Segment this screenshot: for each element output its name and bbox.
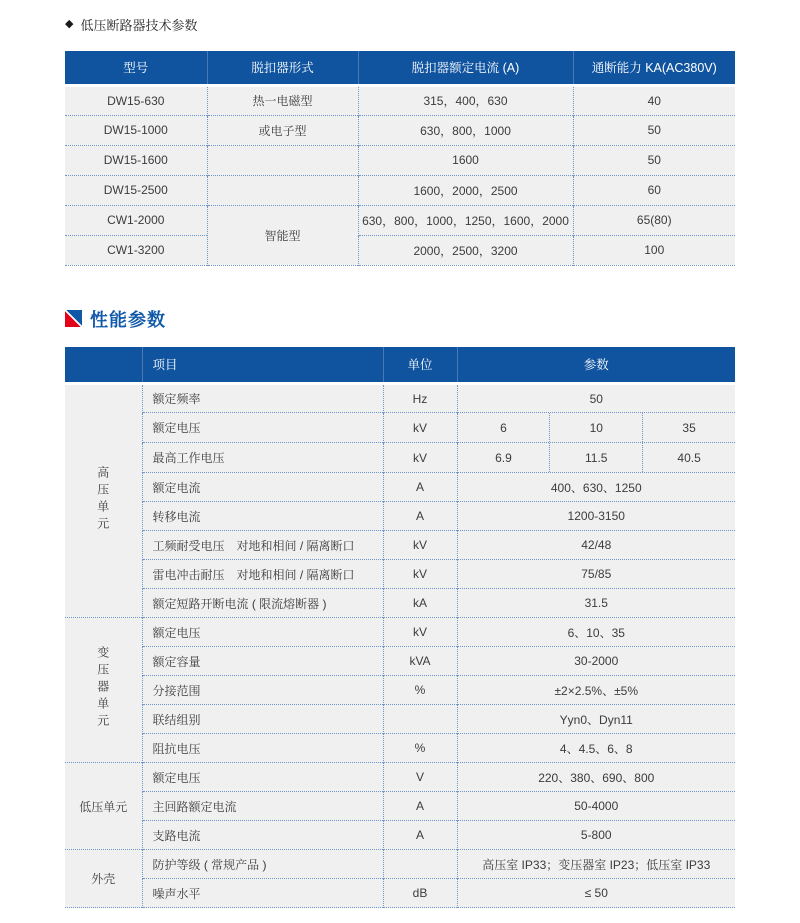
table-row: [65, 145, 735, 175]
item-cell: 额定电压: [142, 763, 383, 792]
table-cell: [207, 175, 358, 205]
unit-cell: V: [383, 763, 457, 792]
group-cell: [65, 384, 142, 618]
param-cell: [457, 443, 735, 473]
item-cell: 工频耐受电压 对地和相间 / 隔离断口: [142, 531, 383, 560]
table-cell: 50: [573, 145, 735, 175]
table-row: [65, 413, 735, 443]
diamond-bullet-icon: ◆: [65, 18, 74, 30]
param-cell: 31.5: [457, 589, 735, 618]
param-cell: 50-4000: [457, 792, 735, 821]
unit-cell: kV: [383, 560, 457, 589]
unit-cell: dB: [383, 879, 457, 908]
table-cell: 50: [573, 115, 735, 145]
item-cell: 最高工作电压: [142, 443, 383, 473]
section1-title: 低压断路器技术参数: [80, 18, 198, 33]
table-cell: CW1-2000: [65, 205, 207, 235]
table-cell: 630，800，1000: [358, 115, 573, 145]
item-cell: 额定频率: [142, 384, 383, 413]
item-cell: 支路电流: [142, 821, 383, 850]
param-cell: 220、380、690、800: [457, 763, 735, 792]
param-column-header: 参数: [457, 347, 735, 384]
table-cell: DW15-1600: [65, 145, 207, 175]
table-row: [65, 618, 735, 647]
table-cell: CW1-3200: [65, 235, 207, 265]
unit-cell: kA: [383, 589, 457, 618]
table-row: [65, 443, 735, 473]
table-cell: 315，400，630: [358, 85, 573, 115]
param-cell: 400、630、1250: [457, 473, 735, 502]
group-cell: [65, 618, 142, 763]
table-row: [65, 850, 735, 879]
param-cell: ≤ 50: [457, 879, 735, 908]
param-sub-cell: 6.9: [495, 450, 512, 465]
item-cell: 额定容量: [142, 647, 383, 676]
param-cell: 50: [457, 384, 735, 413]
table-cell: 热一电磁型: [207, 85, 358, 115]
unit-cell: kV: [383, 618, 457, 647]
param-sub-cell: 6: [500, 420, 507, 435]
item-cell: 防护等级 ( 常规产品 ): [142, 850, 383, 879]
unit-cell: kVA: [383, 647, 457, 676]
table-row: [65, 821, 735, 850]
group-label: 外壳: [91, 872, 116, 886]
column-header: 通断能力 KA(AC380V): [573, 51, 735, 85]
group-cell: [65, 850, 142, 908]
param-sub-cell: 10: [549, 413, 642, 442]
param-cell: ±2×2.5%、±5%: [457, 676, 735, 705]
unit-cell: A: [383, 502, 457, 531]
param-split-row: [458, 443, 736, 472]
group-label: 变压器单元: [95, 646, 110, 731]
table-row: [65, 792, 735, 821]
section-marker-icon: [65, 310, 82, 327]
item-cell: 分接范围: [142, 676, 383, 705]
param-cell: 4、4.5、6、8: [457, 734, 735, 763]
column-header: 脱扣器额定电流 (A): [358, 51, 573, 85]
page-content: [65, 0, 735, 908]
unit-cell: kV: [383, 413, 457, 443]
table-cell: 智能型: [207, 205, 358, 265]
item-cell: 转移电流: [142, 502, 383, 531]
table-cell: [207, 145, 358, 175]
table-row: [65, 560, 735, 589]
item-cell: 额定电压: [142, 618, 383, 647]
table-cell: 1600，2000，2500: [358, 175, 573, 205]
table-row: [65, 647, 735, 676]
table-cell: 630，800，1000，1250，1600，2000: [358, 205, 573, 235]
corner-header-cell: [65, 347, 142, 384]
item-cell: 额定电流: [142, 473, 383, 502]
item-column-header: 项目: [142, 347, 383, 384]
item-cell: 噪声水平: [142, 879, 383, 908]
table-row: [65, 205, 735, 235]
table-row: [65, 705, 735, 734]
table-row: [65, 115, 735, 145]
unit-cell: kV: [383, 443, 457, 473]
table-cell: 100: [573, 235, 735, 265]
column-header: 型号: [65, 51, 207, 85]
table-row: [65, 676, 735, 705]
performance-params-table: [65, 347, 735, 909]
item-cell: 额定电压: [142, 413, 383, 443]
param-cell: 30-2000: [457, 647, 735, 676]
param-cell: [457, 413, 735, 443]
item-cell: 主回路额定电流: [142, 792, 383, 821]
param-cell: 42/48: [457, 531, 735, 560]
table-row: [65, 589, 735, 618]
unit-column-header: 单位: [383, 347, 457, 384]
table-cell: DW15-2500: [65, 175, 207, 205]
table-cell: 60: [573, 175, 735, 205]
breaker-table-body: [65, 85, 735, 265]
section2-title: 性能参数: [90, 309, 166, 330]
table-row: [65, 879, 735, 908]
param-cell: 6、10、35: [457, 618, 735, 647]
unit-cell: A: [383, 821, 457, 850]
section1-heading: [65, 0, 735, 34]
table-row: [65, 235, 735, 265]
unit-cell: [383, 705, 457, 734]
breaker-table-head-row: [65, 51, 735, 85]
table-cell: 或电子型: [207, 115, 358, 145]
param-sub-cell: 35: [642, 413, 735, 442]
table-cell: 40: [573, 85, 735, 115]
item-cell: 额定短路开断电流 ( 限流熔断器 ): [142, 589, 383, 618]
group-label: 高压单元: [95, 465, 110, 534]
param-cell: 75/85: [457, 560, 735, 589]
item-cell: 雷电冲击耐压 对地和相间 / 隔离断口: [142, 560, 383, 589]
item-cell: 联结组别: [142, 705, 383, 734]
table-row: [65, 175, 735, 205]
group-cell: [65, 763, 142, 850]
table-cell: 65(80): [573, 205, 735, 235]
table-cell: DW15-630: [65, 85, 207, 115]
param-cell: 高压室 IP33；变压器室 IP23；低压室 IP33: [457, 850, 735, 879]
unit-cell: A: [383, 792, 457, 821]
performance-table-head-row: [65, 347, 735, 384]
table-cell: 1600: [358, 145, 573, 175]
breaker-params-table: [65, 51, 735, 266]
param-split-row: [458, 413, 736, 442]
performance-table-body: [65, 384, 735, 908]
unit-cell: [383, 850, 457, 879]
param-sub-cell: 11.5: [549, 443, 642, 472]
item-cell: 阻抗电压: [142, 734, 383, 763]
unit-cell: A: [383, 473, 457, 502]
table-cell: DW15-1000: [65, 115, 207, 145]
table-cell: 2000，2500，3200: [358, 235, 573, 265]
table-row: [65, 502, 735, 531]
column-header: 脱扣器形式: [207, 51, 358, 85]
table-row: [65, 473, 735, 502]
section2-heading: [65, 306, 735, 332]
table-row: [65, 734, 735, 763]
group-label: 低压单元: [79, 799, 128, 814]
param-cell: Yyn0、Dyn11: [457, 705, 735, 734]
param-cell: 5-800: [457, 821, 735, 850]
table-row: [65, 531, 735, 560]
table-row: [65, 85, 735, 115]
param-sub-cell: 40.5: [642, 443, 735, 472]
unit-cell: %: [383, 676, 457, 705]
unit-cell: %: [383, 734, 457, 763]
table-row: [65, 763, 735, 792]
unit-cell: kV: [383, 531, 457, 560]
param-cell: 1200-3150: [457, 502, 735, 531]
table-row: [65, 384, 735, 413]
unit-cell: Hz: [383, 384, 457, 413]
